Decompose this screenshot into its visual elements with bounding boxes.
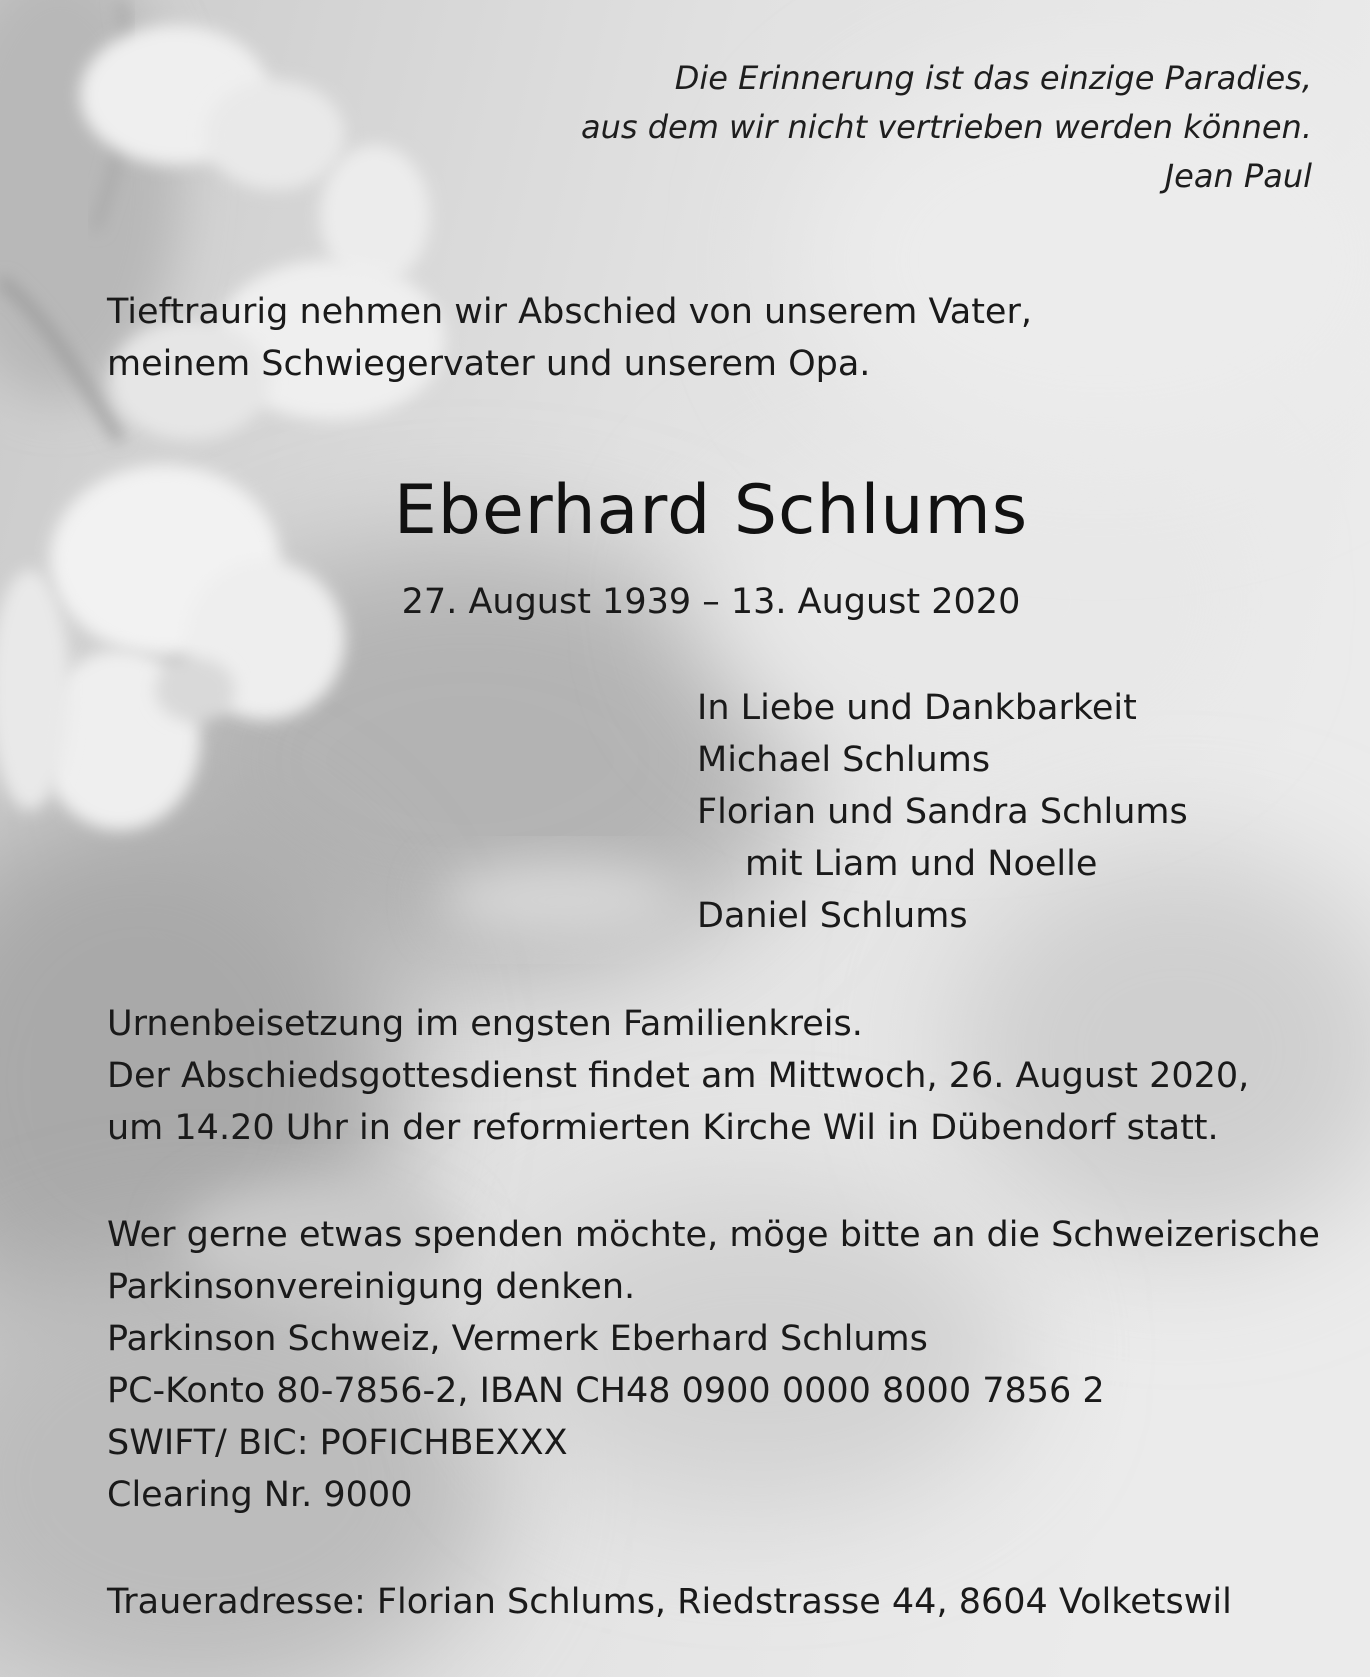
donation-info xyxy=(107,1209,1320,1521)
intro-line: Tieftraurig nehmen wir Abschied von unserem Vater, xyxy=(107,292,1032,332)
quote-line: Die Erinnerung ist das einzige Paradies, xyxy=(674,59,1312,97)
mourners-line: Florian und Sandra Schlums xyxy=(697,792,1188,832)
donation-line: Clearing Nr. 9000 xyxy=(107,1475,413,1515)
donation-line: Parkinson Schweiz, Vermerk Eberhard Schlums xyxy=(107,1319,928,1359)
quote-author: Jean Paul xyxy=(1164,157,1312,195)
mourners-list xyxy=(697,682,1188,942)
donation-line: Wer gerne etwas spenden möchte, möge bitte an die Schweizerische xyxy=(107,1215,1320,1255)
funeral-line: um 14.20 Uhr in der reformierten Kirche Wil in Dübendorf statt. xyxy=(107,1108,1219,1148)
donation-line: Parkinsonvereinigung denken. xyxy=(107,1267,636,1307)
funeral-info xyxy=(107,998,1249,1154)
donation-line: PC-Konto 80-7856-2, IBAN CH48 0900 0000 8000 7856 2 xyxy=(107,1371,1105,1411)
mourners-line: Michael Schlums xyxy=(697,740,991,780)
mourners-line: mit Liam und Noelle xyxy=(745,844,1098,884)
mourning-address xyxy=(107,1576,1232,1628)
quote-line: aus dem wir nicht vertrieben werden können. xyxy=(580,108,1312,146)
donation-line: SWIFT/ BIC: POFICHBEXXX xyxy=(107,1423,568,1463)
funeral-line: Urnenbeisetzung im engsten Familienkreis. xyxy=(107,1004,863,1044)
intro-line: meinem Schwiegervater und unserem Opa. xyxy=(107,344,871,384)
address-line: Traueradresse: Florian Schlums, Riedstrasse 44, 8604 Volketswil xyxy=(107,1582,1232,1622)
intro-text xyxy=(107,286,1032,390)
life-dates: 27. August 1939 – 13. August 2020 xyxy=(401,582,1021,622)
mourners-line: In Liebe und Dankbarkeit xyxy=(697,688,1137,728)
mourners-line: Daniel Schlums xyxy=(697,896,968,936)
funeral-line: Der Abschiedsgottesdienst findet am Mittwoch, 26. August 2020, xyxy=(107,1056,1250,1096)
memorial-quote xyxy=(581,54,1312,201)
deceased-name: Eberhard Schlums xyxy=(393,471,1029,550)
